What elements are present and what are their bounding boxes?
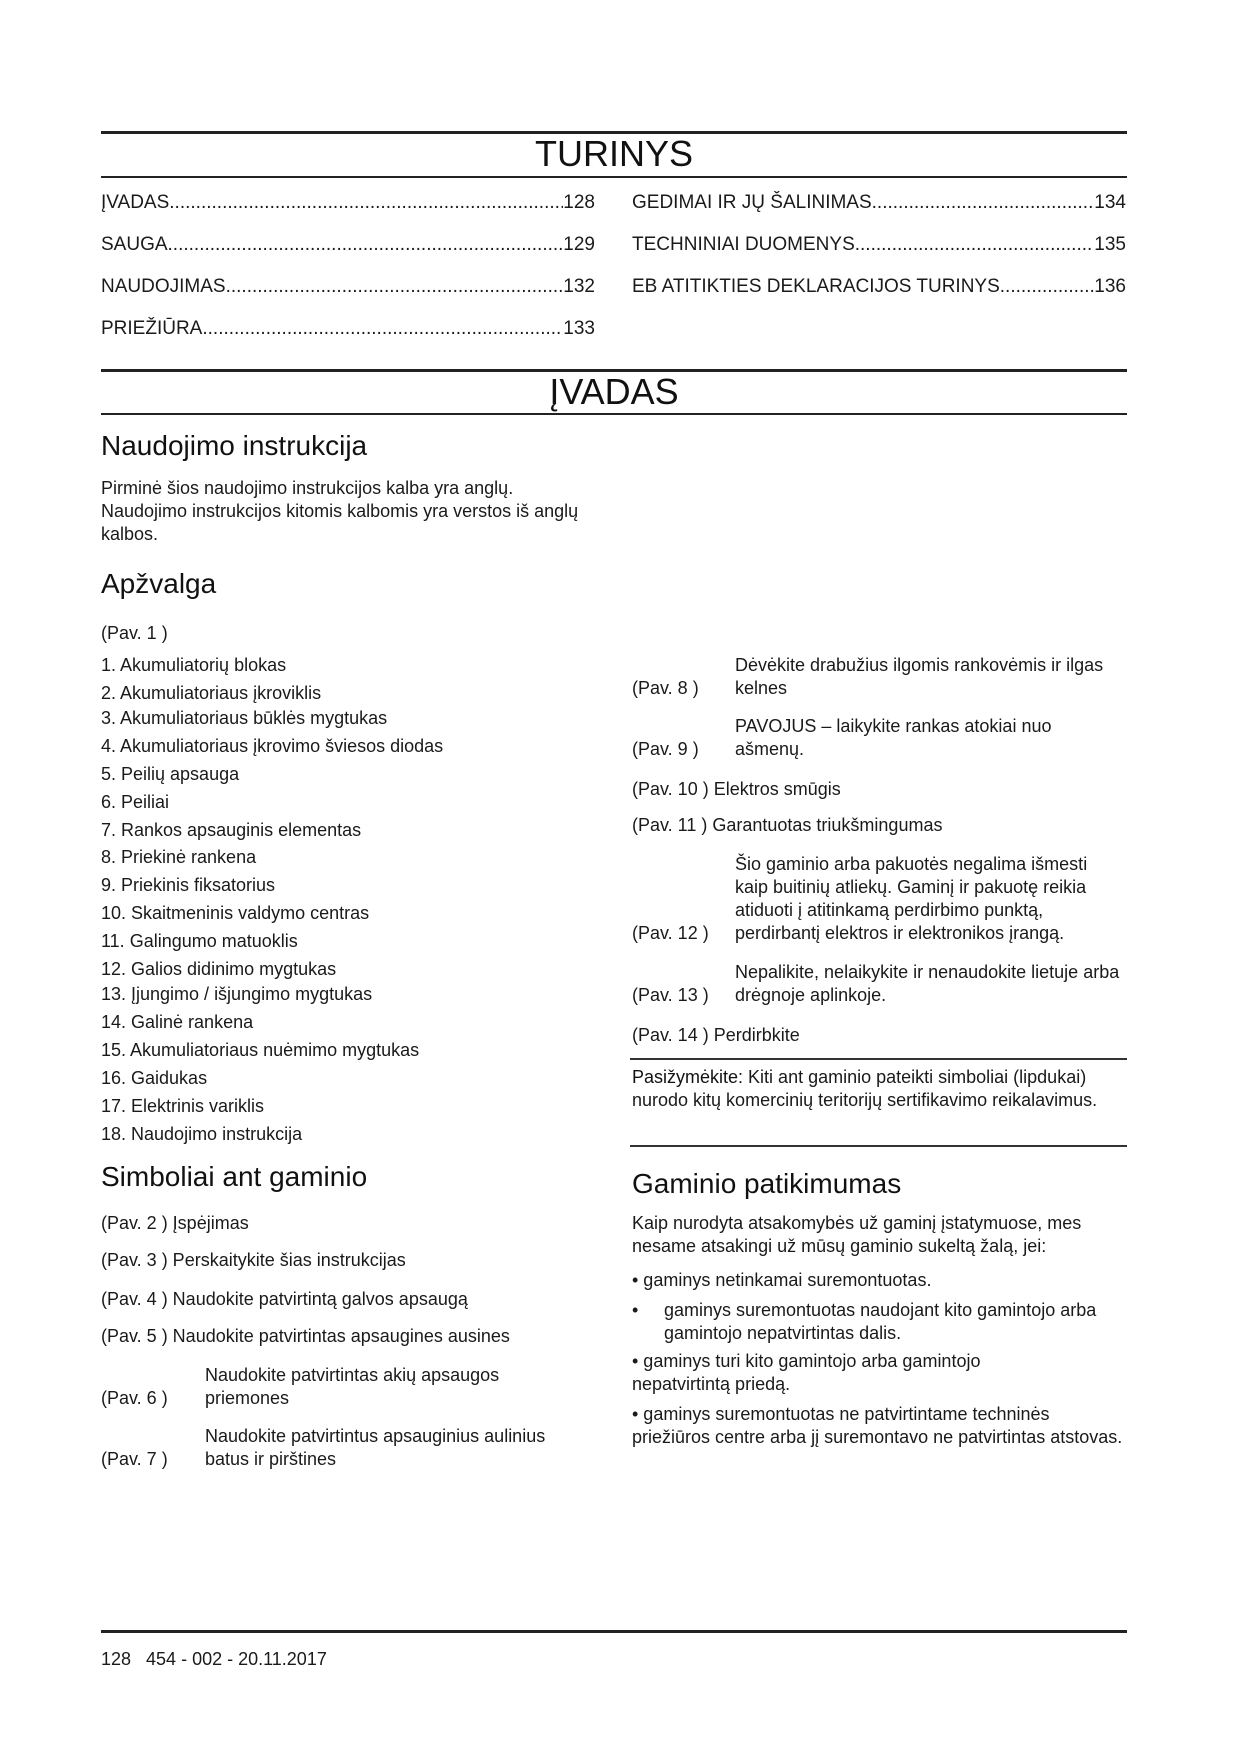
symbol-figure-ref: (Pav. 7 ) [101, 1449, 168, 1469]
toc-entry-label: GEDIMAI IR JŲ ŠALINIMAS [632, 192, 872, 213]
list-item: 4. Akumuliatoriaus įkrovimo šviesos diodas [101, 736, 444, 756]
list-item: 14. Galinė rankena [101, 1012, 254, 1032]
list-item [632, 1350, 1052, 1396]
toc-entry-deklaracija[interactable] [632, 275, 1126, 299]
toc-leader-dots [1000, 275, 1095, 299]
note-top-rule [630, 1058, 1127, 1060]
manual-text: Pirminė šios naudojimo instrukcijos kalba yra anglų. Naudojimo instrukcijos kitomis kalbomis yra verstos iš anglų kalbos. [101, 478, 579, 544]
toc-entry-page: 133 [563, 318, 595, 339]
liability-text: Kaip nurodyta atsakomybės už gaminį įstatymuose, mes nesame atsakingi už mūsų gaminio sukeltą žalą, jei: [632, 1213, 1082, 1256]
toc-entry-page: 128 [563, 192, 595, 213]
list-item: 7. Rankos apsauginis elementas [101, 820, 362, 840]
toc-leader-dots [202, 317, 563, 341]
overview-heading: Apžvalga [101, 568, 217, 599]
symbol-entry: (Pav. 10 ) Elektros smūgis [632, 779, 841, 799]
toc-entry-sauga[interactable] [101, 233, 595, 257]
list-item: 13. Įjungimo / išjungimo mygtukas [101, 984, 373, 1004]
symbol-entry: (Pav. 4 ) Naudokite patvirtintą galvos apsaugą [101, 1289, 468, 1309]
footer-page-info: 128 454 - 002 - 20.11.2017 [101, 1649, 327, 1669]
toc-entry-page: 136 [1094, 276, 1126, 297]
list-item: 16. Gaidukas [101, 1068, 208, 1088]
list-item: 17. Elektrinis variklis [101, 1096, 265, 1116]
list-item: • gaminys netinkamai suremontuotas. [632, 1270, 932, 1290]
bullet-icon: • [632, 1300, 639, 1320]
note-text: Kiti ant gaminio pateikti simboliai (lipdukai) nurodo kitų komercinių teritorijų sertifikavimo reikalavimus. [632, 1067, 1098, 1110]
toc-entry-gedimai[interactable] [632, 191, 1126, 215]
toc-entry-label: ĮVADAS [101, 192, 170, 213]
toc-entry-ivadas[interactable] [101, 191, 595, 215]
list-item: 2. Akumuliatoriaus įkroviklis [101, 683, 322, 703]
list-item: 10. Skaitmeninis valdymo centras [101, 903, 370, 923]
toc-entry-prieziura[interactable] [101, 317, 595, 341]
list-item: 12. Galios didinimo mygtukas [101, 959, 337, 979]
note-label: Pasižymėkite: [632, 1067, 744, 1087]
symbol-entry: (Pav. 2 ) Įspėjimas [101, 1213, 249, 1233]
note-bottom-rule [630, 1145, 1127, 1147]
toc-leader-dots [872, 191, 1095, 215]
toc-entry-label: TECHNINIAI DUOMENYS [632, 234, 855, 255]
toc-leader-dots [855, 233, 1095, 257]
toc-leader-dots [226, 275, 564, 299]
toc-entry-page: 129 [563, 234, 595, 255]
symbol-entry: (Pav. 14 ) Perdirbkite [632, 1025, 800, 1045]
symbol-entry: (Pav. 5 ) Naudokite patvirtintas apsaugines ausines [101, 1326, 510, 1346]
list-item: 8. Priekinė rankena [101, 847, 257, 867]
list-item: 18. Naudojimo instrukcija [101, 1124, 303, 1144]
list-item: 6. Peiliai [101, 792, 170, 812]
symbol-entry: (Pav. 11 ) Garantuotas triukšmingumas [632, 815, 943, 835]
intro-title-underline [101, 413, 1127, 415]
toc-entry-techniniai[interactable] [632, 233, 1126, 257]
list-item: 1. Akumuliatorių blokas [101, 655, 287, 675]
toc-entry-page: 132 [563, 276, 595, 297]
symbol-figure-ref: (Pav. 8 ) [632, 678, 699, 698]
symbol-description: PAVOJUS – laikykite rankas atokiai nuo ašmenų. [735, 716, 1052, 759]
symbol-figure-ref: (Pav. 12 ) [632, 923, 709, 943]
list-item: 9. Priekinis fiksatorius [101, 875, 276, 895]
toc-leader-dots [169, 191, 563, 215]
symbols-heading: Simboliai ant gaminio [101, 1161, 368, 1192]
symbol-description: Nepalikite, nelaikykite ir nenaudokite lietuje arba drėgnoje aplinkoje. [735, 962, 1120, 1005]
note-box [632, 1066, 1126, 1112]
list-item: 3. Akumuliatoriaus būklės mygtukas [101, 708, 388, 728]
symbol-figure-ref: (Pav. 13 ) [632, 985, 709, 1005]
symbol-description: Dėvėkite drabužius ilgomis rankovėmis ir ilgas kelnes [735, 655, 1104, 698]
toc-entry-label: PRIEŽIŪRA [101, 318, 203, 339]
list-item [632, 1403, 1126, 1449]
symbol-description: Naudokite patvirtintas akių apsaugos priemones [205, 1365, 500, 1408]
list-item: 11. Galingumo matuoklis [101, 931, 298, 951]
toc-title-underline [101, 176, 1127, 178]
symbol-figure-ref: (Pav. 9 ) [632, 739, 699, 759]
toc-entry-page: 135 [1094, 234, 1126, 255]
footer-rule [101, 1630, 1127, 1633]
symbol-description: Šio gaminio arba pakuotės negalima išmesti kaip buitinių atliekų. Gaminį ir pakuotę reikia atiduoti į atitinkamą perdirbimo punktą, perdirbantį elektros ir elektronikos įrangą. [735, 854, 1088, 943]
list-item-text: • gaminys suremontuotas ne patvirtintame techninės priežiūros centre arba jį suremontavo ne patvirtintas atstovas. [632, 1404, 1123, 1447]
list-item-text: • gaminys turi kito gamintojo arba gamintojo nepatvirtintą priedą. [632, 1351, 981, 1394]
toc-entry-label: EB ATITIKTIES DEKLARACIJOS TURINYS [632, 276, 1000, 297]
symbol-figure-ref: (Pav. 6 ) [101, 1388, 168, 1408]
toc-leader-dots [168, 233, 564, 257]
toc-entry-label: SAUGA [101, 234, 168, 255]
list-item: 5. Peilių apsauga [101, 764, 240, 784]
symbol-entry: (Pav. 3 ) Perskaitykite šias instrukcijas [101, 1250, 406, 1270]
toc-title: TURINYS [534, 133, 693, 174]
list-item-text: gaminys suremontuotas naudojant kito gamintojo arba gamintojo nepatvirtintas dalis. [664, 1300, 1097, 1343]
liability-heading: Gaminio patikimumas [632, 1168, 902, 1199]
symbol-description: Naudokite patvirtintus apsauginius aulinius batus ir pirštines [205, 1426, 546, 1469]
toc-entry-naudojimas[interactable] [101, 275, 595, 299]
overview-figure-ref: (Pav. 1 ) [101, 623, 168, 643]
toc-entry-page: 134 [1094, 192, 1126, 213]
list-item: 15. Akumuliatoriaus nuėmimo mygtukas [101, 1040, 420, 1060]
manual-heading: Naudojimo instrukcija [101, 430, 368, 461]
toc-entry-label: NAUDOJIMAS [101, 276, 226, 297]
intro-title: ĮVADAS [549, 371, 679, 412]
